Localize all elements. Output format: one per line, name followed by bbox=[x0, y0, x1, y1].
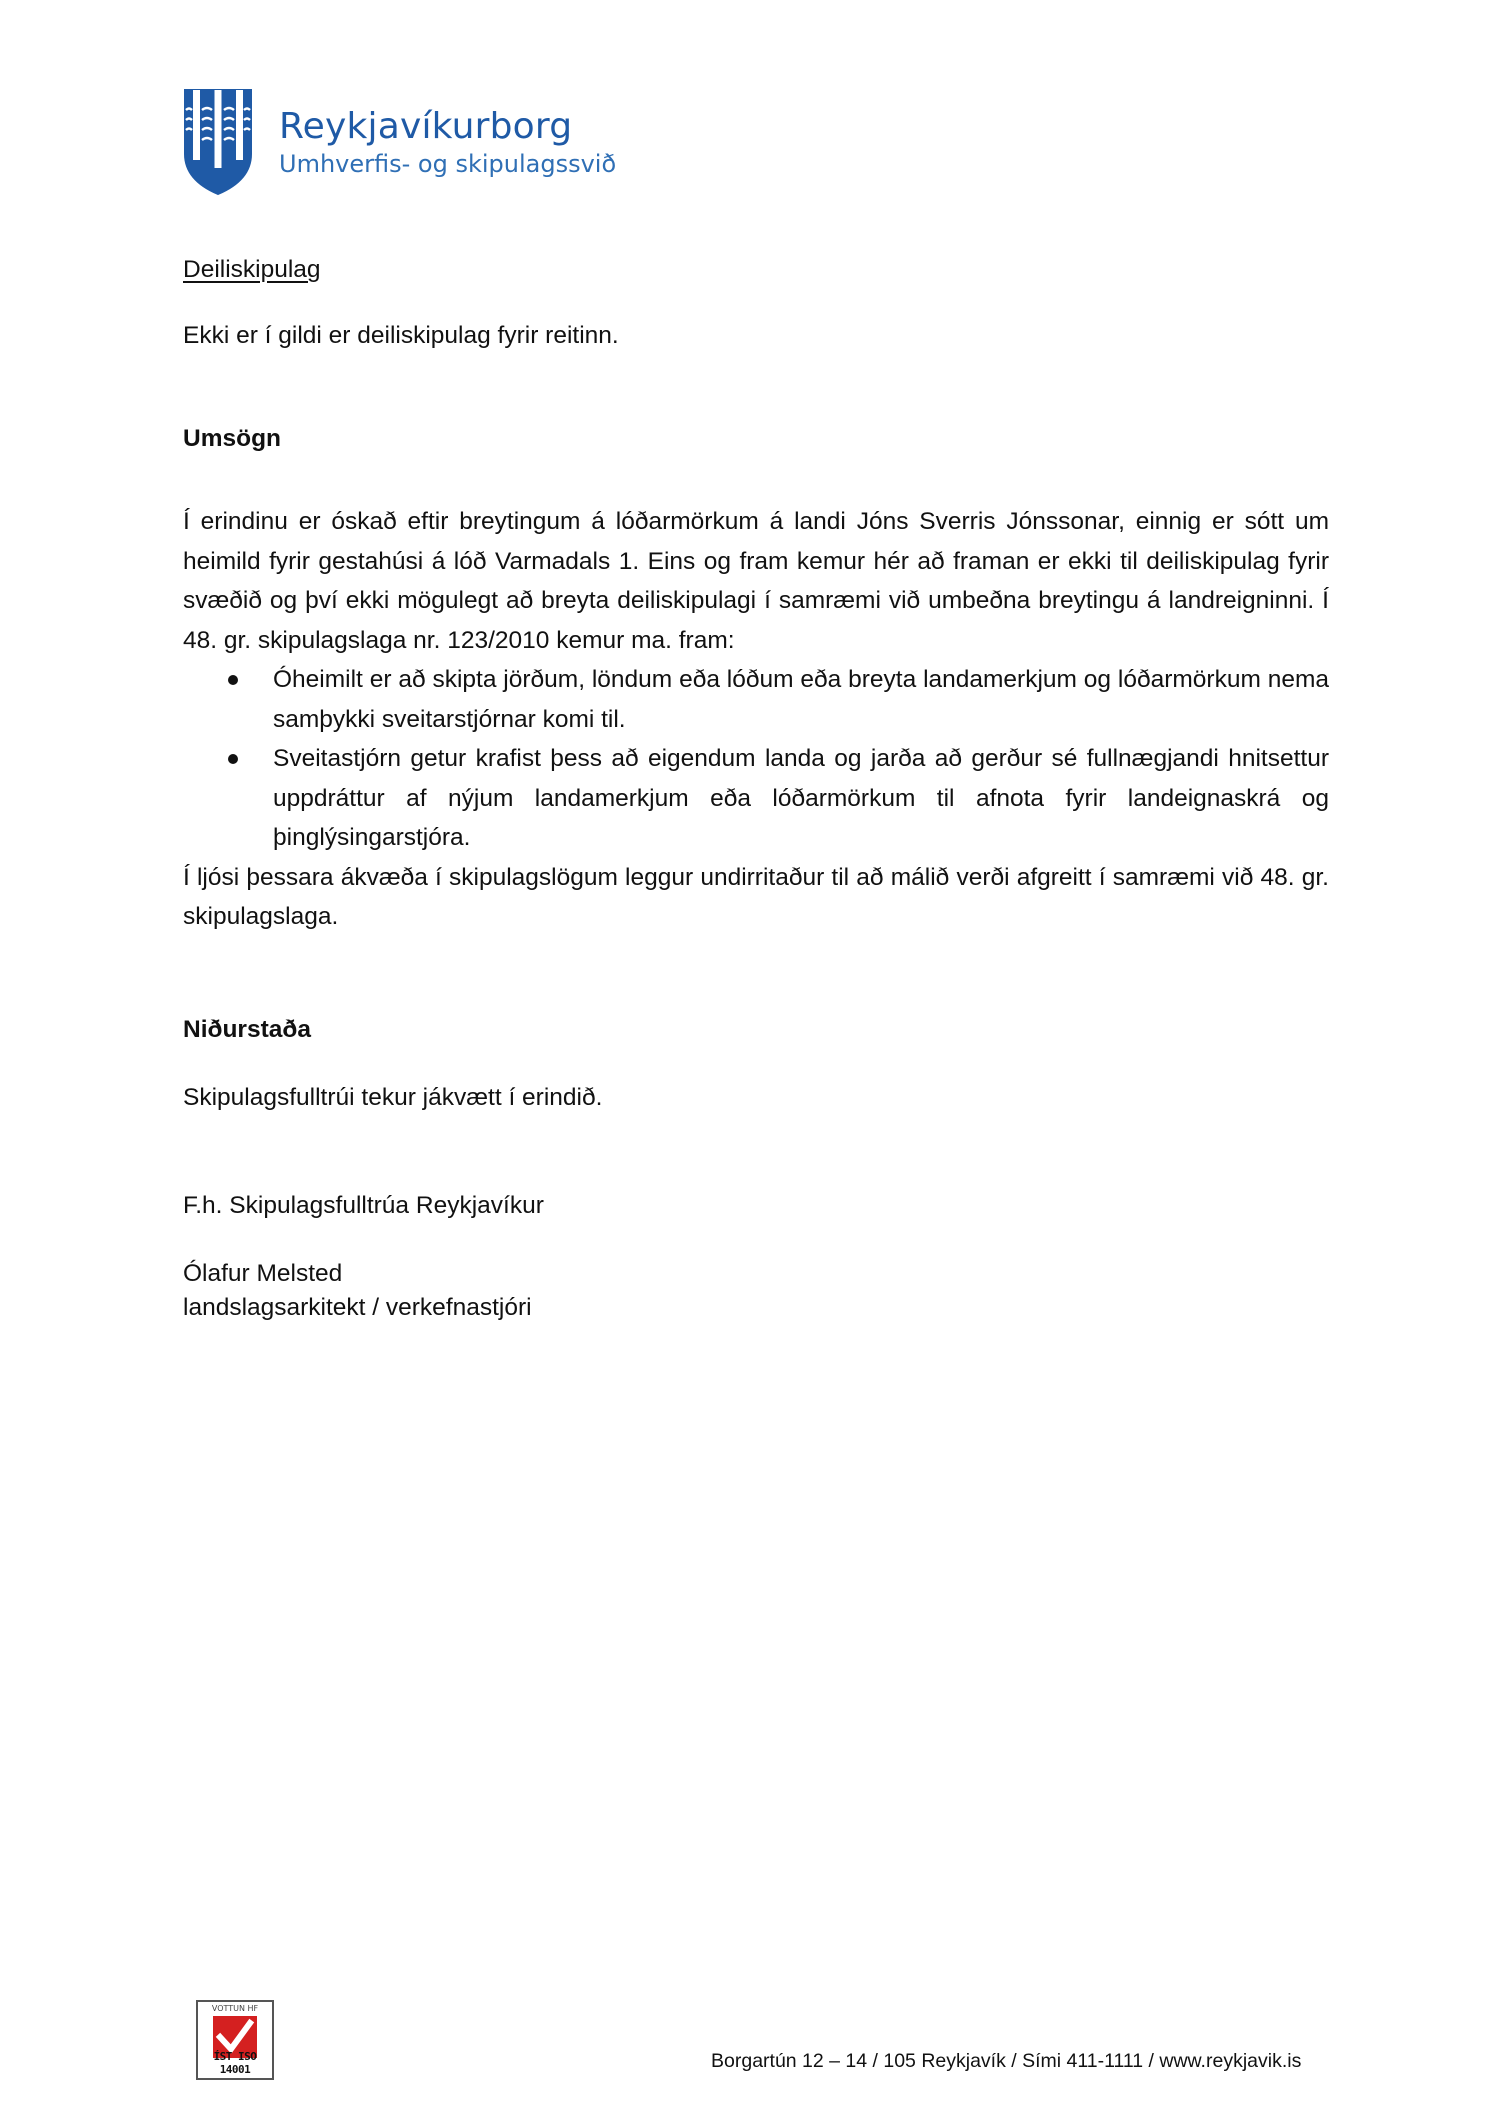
iso-issuer: VOTTUN HF bbox=[211, 2004, 259, 2013]
section-heading-umsogn: Umsögn bbox=[183, 425, 281, 452]
organization-name: Reykjavíkurborg bbox=[279, 105, 573, 147]
list-item bbox=[183, 660, 1329, 739]
bullet-icon bbox=[228, 675, 238, 685]
nidurstada-text: Skipulagsfulltrúi tekur jákvætt í erindið. bbox=[183, 1084, 603, 1111]
iso-label: ÍST ISO 14001 bbox=[213, 2050, 257, 2076]
deiliskipulag-text: Ekki er í gildi er deiliskipulag fyrir reitinn. bbox=[183, 322, 619, 349]
list-item bbox=[183, 739, 1329, 858]
signature-on-behalf: F.h. Skipulagsfulltrúa Reykjavíkur bbox=[183, 1192, 544, 1219]
section-heading-deiliskipulag: Deiliskipulag bbox=[183, 256, 321, 283]
bullet-text: Sveitastjórn getur krafist þess að eigendum landa og jarða að gerður sé fullnægjandi hnitsettur uppdráttur af nýjum landamerkjum eða lóðarmörkum til afnota fyrir landeignaskrá og þinglýsingarstjóra. bbox=[273, 745, 1329, 851]
umsogn-closing: Í ljósi þessara ákvæða í skipulagslögum leggur undirritaður til að málið verði afgreitt í samræmi við 48. gr. skipulagslaga. bbox=[183, 863, 1329, 930]
footer-address: Borgartún 12 – 14 / 105 Reykjavík / Sími 411-1111 / www.reykjavik.is bbox=[711, 2050, 1302, 2072]
organization-department: Umhverfis- og skipulagssvið bbox=[279, 149, 617, 178]
umsogn-intro: Í erindinu er óskað eftir breytingum á lóðarmörkum á landi Jóns Sverris Jónssonar, einnig er sótt um heimild fyrir gestahúsi á lóð Varmadals 1. Eins og fram kemur hér að framan er ekki til deiliskipulag fyrir svæðið og því ekki mögulegt að breyta deiliskipulagi í samræmi við umbeðna breytingu á landreigninni. Í 48. gr. skipulagslaga nr. 123/2010 kemur ma. fram: bbox=[183, 508, 1329, 654]
section-heading-nidurstada: Niðurstaða bbox=[183, 1016, 311, 1043]
bullet-text: Óheimilt er að skipta jörðum, löndum eða lóðum eða breyta landamerkjum og lóðarmörkum nema samþykki sveitarstjórnar komi til. bbox=[273, 666, 1329, 733]
umsogn-body bbox=[183, 502, 1329, 937]
organization-logo bbox=[183, 88, 616, 196]
bullet-icon bbox=[228, 754, 238, 764]
iso-certification-badge bbox=[196, 2000, 274, 2080]
signature-title: landslagsarkitekt / verkefnastjóri bbox=[183, 1294, 532, 1321]
signature-name: Ólafur Melsted bbox=[183, 1260, 343, 1287]
reykjavik-crest-icon bbox=[183, 88, 253, 196]
umsogn-bullet-list bbox=[183, 660, 1329, 858]
